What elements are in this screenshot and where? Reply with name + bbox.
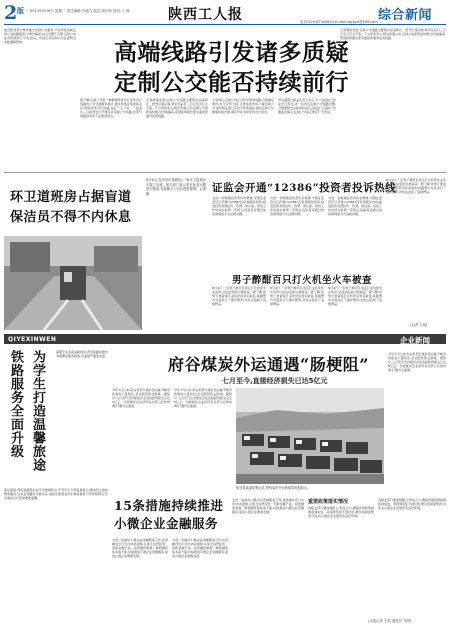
story5-headline-line1: 铁路服务全面升级	[8, 350, 23, 458]
story1-right-column: 记者调查发现,定制公交线路主要集中在高新区、经开区等区域,票价在每月三百元至五百元不等。不少乘客表示,相比普通公交,定制公交更舒适快捷,但价格偏高,希望能够推出更多面向普通市民的线路。	[340, 28, 446, 41]
story8-col-a: 为进一步做好小微企业金融服务工作,省金融办近日出台15条措施,从加大信贷投放、创新金融产品、拓宽融资渠道、降低融资成本等方面,持续推进小微企业金融服务,促进小微企业健康发展。	[232, 498, 304, 515]
story5-body: 暑运期间,西安铁路局针对学生旅客特点,开设学生专用售票窗口,增加学生团体购票服务,在车站设置学生候车区,安排志愿者为学生旅客提供引导和帮助,让学生旅客出行更加便捷温馨。	[4, 488, 108, 501]
band-label-cn: 企业新闻	[400, 335, 430, 345]
news-photo-coal-trucks	[236, 388, 384, 484]
story1-headline-block	[80, 28, 349, 96]
story3-body-b: 为进一步畅通投资者诉求渠道,中国证监会近日开通“12386”投资者服务热线,接受投资者的投诉、咨询、建议等。热线工作时间为每周一至周五,投资者可通过电话或网络方式反映问题。	[270, 196, 324, 217]
story7-col-b: 为进一步做好小微企业金融服务工作,省金融办近日出台15条措施,从加大信贷投放、创新金融产品、拓宽融资渠道、降低融资成本等方面,持续推进小微企业金融服务,促进小微企业健康发展。	[172, 538, 228, 559]
story5-lead: 暑期学生客流高峰到来,西安铁路局推出多项便民服务措施,全面提升服务质量。	[56, 350, 108, 359]
section-band	[4, 334, 446, 344]
masthead-meta-left: 2013年8月6日 星期二 责任编辑:牛凌九 版式:刘小娇 校对:王 琼	[30, 9, 130, 13]
story7-headline-line2: 小微企业金融服务	[114, 516, 219, 531]
story1-col-b: 记者调查发现,定制公交线路主要集中在高新区、经开区等区域,票价在每月三百元至五百元不等。不少乘客表示,相比普通公交,定制公交更舒适快捷,但价格偏高,希望能够推出更多面向普通市民的线路。	[146, 98, 208, 119]
story8-subtitle: 重要政策落实情况	[308, 499, 349, 505]
story7-headline-line1: 15条措施持续推进	[114, 498, 224, 513]
story3-headline: 证监会开通“12386”投资者投诉热线	[212, 182, 397, 194]
story3-body-c: 为进一步畅通投资者诉求渠道,中国证监会近日开通“12386”投资者服务热线,接受投资者的投诉、咨询、建议等。热线工作时间为每周一至周五,投资者可通过电话或网络方式反映问题。	[328, 196, 382, 217]
photo-caption-coal: 府谷县某煤炭集运站,等待装车外运的煤炭堆积如山。	[236, 486, 311, 490]
story4-body-c: 8月4日,一名男子携带百余只打火机乘坐火车时,在进站安检中被查获。据了解,该男子准备将打火机带回老家销售,铁路警方对其进行了批评教育,并依法没收了违禁物品。	[328, 286, 382, 307]
story8-byline: (本报记者 王浩 通讯员 马明)	[368, 619, 412, 623]
story2-headline-block	[4, 178, 142, 234]
story2-headline-line1: 环卫道班房占据盲道	[10, 190, 132, 205]
masthead	[0, 0, 450, 26]
masthead-rule	[4, 24, 446, 25]
divider	[4, 172, 446, 173]
paper-name-logo: 陕西工人报	[168, 7, 243, 23]
story7-headline-block	[112, 496, 230, 536]
story1-col-d: 市交通部门相关负责人表示,下一步将结合市民出行需求,进一步优化定制公交线路设置,合理调整发车时间和站点,逐步扩大定制公交覆盖范围,让定制公交真正惠及广大市民。	[278, 98, 336, 115]
story6-headline: 府谷煤炭外运通遇“肠梗阻”	[168, 355, 369, 374]
story5-headline-line2: 为学生打造温馨旅途	[30, 350, 45, 472]
story6-col-b: 今年7月以来,府谷县部分煤矿因运输不畅导致煤炭大量积压,企业经营陷入困境。据统计,七月至今全县煤炭企业直接经济损失已达5亿元。当地煤炭企业呼吁有关部门尽快协调,打通外运通道。	[174, 388, 232, 409]
coal-trucks-photo-illustration	[236, 388, 384, 484]
page-label: 版	[17, 7, 24, 15]
story1-col-a: 据了解,定制公交是一种根据乘客出行需求设计线路的公共交通服务模式,通过网络征集乘客意见,按照需求设计线路,实行一人一座、一站直达。目前西安已开通多条定制公交线路,但部分线路因乘客不足被迫停运。	[80, 98, 142, 119]
story1-col-c: 专家建议,定制公交应当科学规划线路,合理确定票价,加大宣传力度,让更多的市民了解定制公交,同时相关部门应给予政策支持,推动定制公交健康持续发展,满足市民多样化的出行需求。	[212, 98, 274, 115]
story7-col-a: 为进一步做好小微企业金融服务工作,省金融办近日出台15条措施,从加大信贷投放、创新金融产品、拓宽融资渠道、降低融资成本等方面,持续推进小微企业金融服务,促进小微企业健康发展。	[112, 538, 168, 559]
story8-col-b: 各相关部门要加强配合,形成合力,确保各项政策措施落到实处。对政策落实不到位的,要及时督促整改,切实为小微企业发展营造良好环境。	[308, 506, 374, 519]
walkway-photo-illustration	[4, 236, 142, 330]
page-number: 2	[4, 2, 18, 24]
photo-caption: 8月5日,在西安市某路段,一座环卫道班房占据了盲道。相关部门表示将对此类问题进行整改,为视障人士出行提供便利。记者 摄	[146, 178, 206, 196]
story8-col-c: 各相关部门要加强配合,形成合力,确保各项政策措施落到实处。对政策落实不到位的,要及时督促整改,切实为小微企业发展营造良好环境。	[378, 498, 446, 511]
story1-headline-line1: 高端线路引发诸多质疑	[114, 39, 349, 66]
story6-subhead: 七月至今,直接经济损失已达5亿元	[222, 377, 328, 385]
story2-headline-line2: 保洁员不得不内休息	[10, 210, 132, 225]
story4-headline: 男子醉酣百只打火机坐火车被查	[232, 275, 373, 286]
story5-headline-block	[4, 350, 52, 484]
story4-body-a: 8月4日,一名男子携带百余只打火机乘坐火车时,在进站安检中被查获。据了解,该男子准备将打火机带回老家销售,铁路警方对其进行了批评教育,并依法没收了违禁物品。	[212, 286, 266, 307]
right-column-byline: (记者 王晓)	[410, 323, 428, 327]
story6-col-a: 今年7月以来,府谷县部分煤矿因运输不畅导致煤炭大量积压,企业经营陷入困境。据统计,七月至今全县煤炭企业直接经济损失已达5亿元。当地煤炭企业呼吁有关部门尽快协调,打通外运通道。	[112, 388, 170, 409]
story4-body-b: 8月4日,一名男子携带百余只打火机乘坐火车时,在进站安检中被查获。据了解,该男子准备将打火机带回老家销售,铁路警方对其进行了批评教育,并依法没收了违禁物品。	[270, 286, 324, 307]
news-photo-walkway	[4, 236, 142, 330]
story3-body-a: 为进一步畅通投资者诉求渠道,中国证监会近日开通“12386”投资者服务热线,接受投资者的投诉、咨询、建议等。热线工作时间为每周一至周五,投资者可通过电话或网络方式反映问题。	[212, 196, 266, 217]
story6-right-column: 今年7月以来,府谷县部分煤矿因运输不畅导致煤炭大量积压,企业经营陷入困境。据统计,七月至今全县煤炭企业直接经济损失已达5亿元。当地煤炭企业呼吁有关部门尽快协调,打通外运通道。	[388, 352, 446, 373]
right-column-brief: 8月4日,一名男子携带百余只打火机乘坐火车时,在进站安检中被查获。据了解,该男子准备将打火机带回老家销售,铁路警方对其进行了批评教育,并依法没收了违禁物品。	[386, 178, 446, 195]
band-label-latin: QIYEXINWEN	[8, 335, 57, 343]
story1-left-column: 最近陕西部分城市推出定制公交服务,不少乘客反映定制公交线路数量少,票价偏高,站点设置不合理,定制公交能否持续前行,引发热议。市民认为定制公交应面向大多数通勤群体。	[4, 28, 76, 45]
section-title: 综合新闻	[378, 8, 433, 23]
story1-headline-line2: 定制公交能否持续前行	[114, 69, 349, 96]
masthead-meta-right: 电话:029-87340844 E-mail:sgrbzh@163.com	[300, 20, 378, 24]
